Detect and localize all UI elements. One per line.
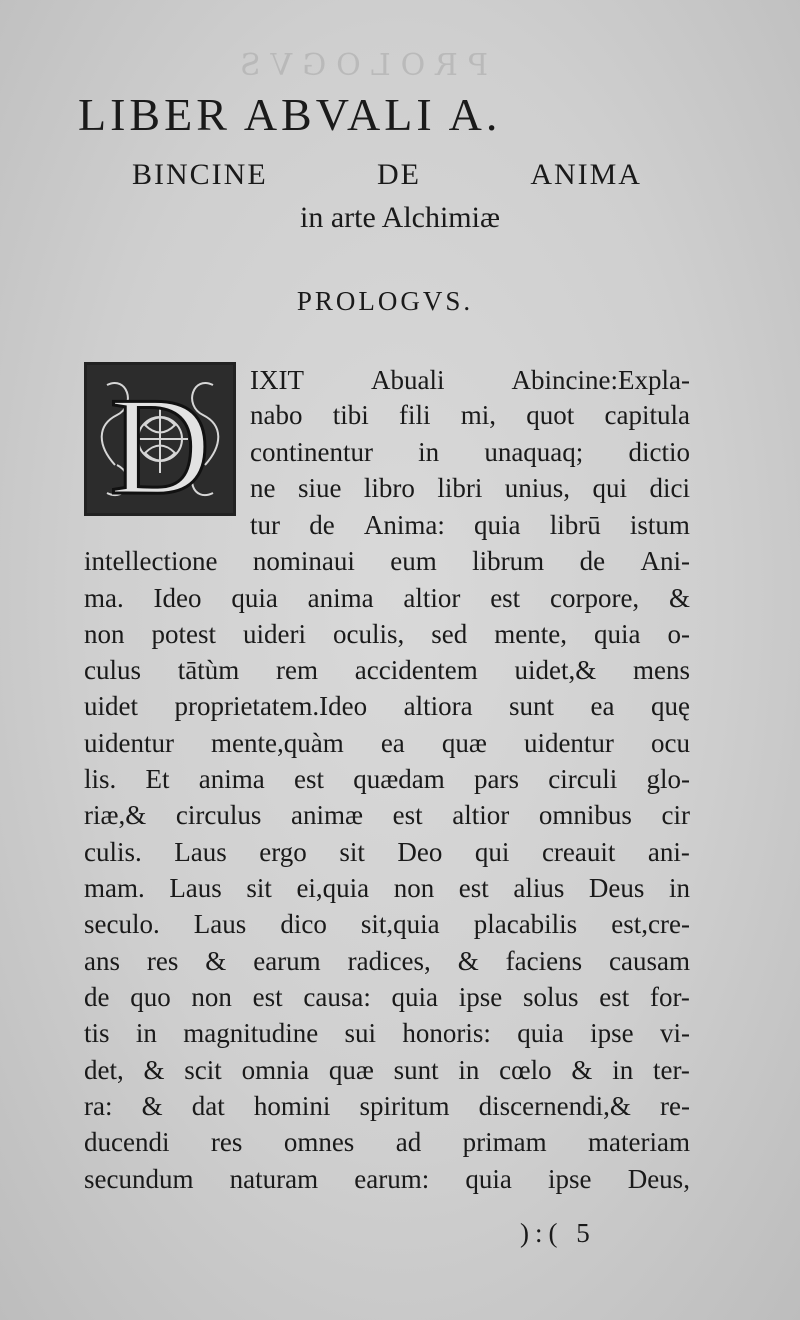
word: Ideo	[153, 583, 202, 613]
word: omnes	[283, 1127, 355, 1157]
page-footer	[520, 1218, 596, 1249]
word: tātùm	[177, 655, 240, 685]
word: de	[84, 982, 110, 1012]
word: secundum	[84, 1164, 194, 1194]
word: unius,	[504, 473, 571, 503]
word: circuli	[548, 764, 618, 794]
word: istum	[629, 510, 690, 540]
word: materiam	[588, 1127, 690, 1157]
word: earum	[253, 946, 321, 976]
word: ne	[250, 473, 276, 503]
text-line	[84, 730, 690, 757]
word: spiritum	[359, 1091, 450, 1121]
word: Abuali	[371, 365, 445, 395]
word: in	[612, 1055, 634, 1085]
word: oculis,	[332, 619, 405, 649]
word: ea	[380, 728, 405, 758]
word: tis	[84, 1018, 110, 1048]
word: cœlo	[499, 1055, 552, 1085]
word: &	[205, 946, 227, 976]
word: Laus	[174, 837, 227, 867]
word: non	[84, 619, 125, 649]
word: mi,	[460, 400, 497, 430]
word: cir	[661, 800, 690, 830]
word: quæ	[441, 728, 487, 758]
text-line	[84, 548, 690, 575]
word: sit	[339, 837, 365, 867]
word: Deo	[397, 837, 443, 867]
text-line	[84, 693, 690, 720]
word: de	[309, 510, 335, 540]
word: quia	[474, 510, 521, 540]
word: anima	[198, 764, 265, 794]
word: uidentur	[84, 728, 174, 758]
word: est	[392, 800, 423, 830]
word: mens	[633, 655, 690, 685]
title-line-1: LIBER ABVALI A.	[78, 89, 502, 140]
signature-mark: ):(	[520, 1218, 564, 1248]
word: causam	[608, 946, 690, 976]
word: altior	[403, 583, 461, 613]
word: scit	[184, 1055, 222, 1085]
word: res	[210, 1127, 243, 1157]
word: ipse	[590, 1018, 634, 1048]
word: nabo	[250, 400, 303, 430]
word: omnia	[241, 1055, 310, 1085]
word: discernendi,&	[478, 1091, 631, 1121]
word: ipse	[458, 982, 503, 1012]
title-word: DE	[376, 158, 421, 191]
word: altior	[452, 800, 510, 830]
drop-cap-letter: D	[109, 369, 211, 513]
word: nominaui	[252, 546, 355, 576]
ornamental-drop-cap	[84, 362, 236, 516]
word: qui	[592, 473, 628, 503]
word: omnibus	[538, 800, 632, 830]
word: tibi	[332, 400, 369, 430]
word: ans	[84, 946, 120, 976]
word: seculo.	[84, 909, 160, 939]
word: quia	[465, 1164, 512, 1194]
word: eum	[390, 546, 437, 576]
word: sui	[344, 1018, 377, 1048]
word: in	[458, 1055, 480, 1085]
word: uidet,&	[514, 655, 597, 685]
word: circulus	[175, 800, 262, 830]
word: uideri	[243, 619, 306, 649]
word: &	[668, 583, 690, 613]
word: non	[191, 982, 232, 1012]
text-line	[84, 657, 690, 684]
word: det,	[84, 1055, 124, 1085]
word: sit,quia	[360, 909, 440, 939]
word: quia	[391, 982, 439, 1012]
word: pars	[474, 764, 519, 794]
word: quo	[130, 982, 171, 1012]
text-line	[84, 1166, 690, 1193]
word: mam.	[84, 873, 145, 903]
word: lis.	[84, 764, 117, 794]
word: solus	[522, 982, 579, 1012]
word: sunt	[509, 691, 555, 721]
word: ea	[590, 691, 615, 721]
text-line	[84, 948, 690, 975]
word: mente,	[494, 619, 567, 649]
text-line	[250, 475, 690, 502]
section-heading: PROLOGVS.	[296, 286, 474, 316]
word: librum	[472, 546, 545, 576]
word: animæ	[291, 800, 363, 830]
word: tur	[250, 510, 280, 540]
word: ani-	[647, 837, 690, 867]
word: siue	[297, 473, 342, 503]
word: Anima:	[363, 510, 445, 540]
word: faciens	[505, 946, 583, 976]
page-number: 5	[576, 1218, 596, 1248]
word: Abincine:Expla-	[511, 365, 690, 395]
word: intellectione	[84, 546, 218, 576]
word: &	[143, 1055, 165, 1085]
word: altiora	[403, 691, 473, 721]
word: creauit	[541, 837, 616, 867]
word: in	[668, 873, 690, 903]
text-line	[84, 766, 690, 793]
word: Deus	[588, 873, 645, 903]
word: o-	[667, 619, 690, 649]
word: fili	[399, 400, 431, 430]
word: culus	[84, 655, 141, 685]
text-line	[84, 1129, 690, 1156]
word: alius	[513, 873, 565, 903]
word: dat	[191, 1091, 225, 1121]
word: sit	[246, 873, 272, 903]
word: anima	[307, 583, 374, 613]
word: quę	[650, 691, 690, 721]
word: dici	[649, 473, 690, 503]
word: uidentur	[523, 728, 614, 758]
word: uidet	[84, 691, 138, 721]
word: in	[418, 437, 440, 467]
word: Ani-	[640, 546, 690, 576]
word: rem	[276, 655, 319, 685]
word: ocu	[650, 728, 690, 758]
word: libro	[363, 473, 415, 503]
word: radices,	[347, 946, 431, 976]
word: quia	[593, 619, 641, 649]
word: in	[135, 1018, 157, 1048]
drop-cap-ornament-icon	[87, 365, 233, 513]
word: quæ	[328, 1055, 374, 1085]
word: ipse	[548, 1164, 592, 1194]
word: for-	[649, 982, 690, 1012]
word: quia	[517, 1018, 564, 1048]
word: sunt	[393, 1055, 439, 1085]
word: dictio	[628, 437, 690, 467]
text-line	[84, 911, 690, 938]
word: qui	[474, 837, 510, 867]
word: Et	[145, 764, 170, 794]
word: ad	[395, 1127, 422, 1157]
word: est	[252, 982, 283, 1012]
word: continentur	[250, 437, 373, 467]
word: est	[490, 583, 521, 613]
word: primam	[462, 1127, 547, 1157]
word: sed	[431, 619, 468, 649]
word: quædam	[353, 764, 445, 794]
word: glo-	[646, 764, 690, 794]
text-line	[84, 1057, 690, 1084]
word: dico	[280, 909, 327, 939]
text-line	[84, 802, 690, 829]
word: &	[457, 946, 479, 976]
title-word: BINCINE	[132, 158, 268, 191]
text-line	[84, 839, 690, 866]
text-line	[250, 402, 690, 429]
word: quia	[231, 583, 278, 613]
word: quot	[526, 400, 575, 430]
word: unaquaq;	[484, 437, 584, 467]
word: proprietatem.Ideo	[174, 691, 368, 721]
title-word: ANIMA	[530, 158, 642, 191]
text-line	[84, 621, 690, 648]
title-line-3: in arte Alchimiæ	[300, 201, 500, 234]
word: res	[146, 946, 179, 976]
word: librū	[549, 510, 601, 540]
word: capitula	[604, 400, 690, 430]
word: naturam	[229, 1164, 319, 1194]
word: ra:	[84, 1091, 113, 1121]
word: est	[599, 982, 630, 1012]
word: libri	[437, 473, 483, 503]
word: re-	[660, 1091, 690, 1121]
text-line	[84, 984, 690, 1011]
word: IXIT	[250, 365, 304, 395]
word: mente,quàm	[211, 728, 344, 758]
word: placabilis	[473, 909, 578, 939]
text-line	[84, 585, 690, 612]
word: culis.	[84, 837, 142, 867]
word: homini	[253, 1091, 331, 1121]
word: de	[579, 546, 606, 576]
text-line	[250, 512, 690, 539]
word: causa:	[303, 982, 371, 1012]
bleed-through-text: PROLOGVS	[230, 48, 489, 83]
word: magnitudine	[183, 1018, 319, 1048]
word: ma.	[84, 583, 124, 613]
text-line	[84, 1093, 690, 1120]
title-line-2	[132, 160, 642, 190]
word: honoris:	[402, 1018, 491, 1048]
word: vi-	[659, 1018, 690, 1048]
word: ei,quia	[296, 873, 370, 903]
word: ducendi	[84, 1127, 170, 1157]
word: potest	[151, 619, 216, 649]
word: ter-	[652, 1055, 690, 1085]
word: ergo	[259, 837, 307, 867]
text-line	[84, 1020, 690, 1047]
text-line	[250, 367, 690, 394]
text-line	[84, 875, 690, 902]
word: earum:	[354, 1164, 430, 1194]
word: Laus	[193, 909, 247, 939]
word: &	[141, 1091, 163, 1121]
word: Laus	[169, 873, 222, 903]
word: est	[294, 764, 324, 794]
word: non	[393, 873, 435, 903]
word: est	[458, 873, 489, 903]
word: &	[571, 1055, 593, 1085]
word: riæ,&	[84, 800, 147, 830]
word: est,cre-	[611, 909, 690, 939]
word: Deus,	[627, 1164, 690, 1194]
text-line	[250, 439, 690, 466]
word: corpore,	[549, 583, 640, 613]
word: accidentem	[354, 655, 478, 685]
